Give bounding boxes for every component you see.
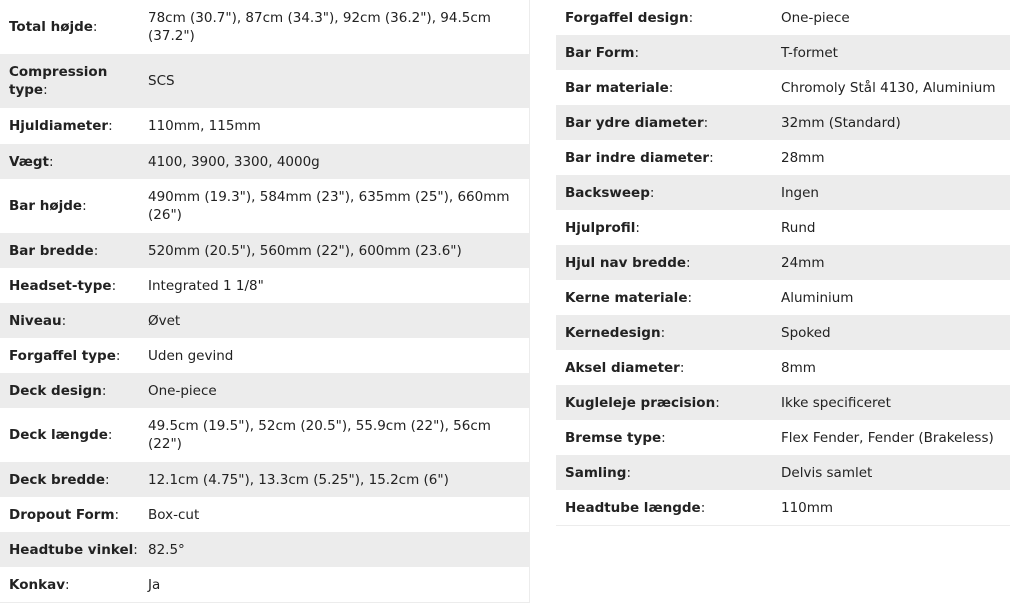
spec-label-separator: :: [626, 464, 631, 481]
spec-label-text: Hjulprofil: [565, 219, 636, 236]
spec-label-text: Forgaffel design: [565, 9, 689, 26]
spec-label: [0, 153, 148, 171]
spec-value: 28mm: [781, 149, 825, 166]
spec-value: 82.5°: [148, 541, 185, 558]
spec-label-separator: :: [61, 312, 67, 329]
spec-label: [556, 289, 781, 307]
spec-value: Ja: [148, 576, 161, 593]
spec-value: Integrated 1 1/8": [148, 277, 264, 294]
spec-value: Ingen: [781, 184, 819, 201]
spec-value: Chromoly Stål 4130, Aluminium: [781, 79, 996, 96]
spec-label: [556, 394, 781, 412]
spec-label-text: Total højde: [9, 19, 93, 35]
spec-label: [0, 197, 148, 215]
spec-value: 4100, 3900, 3300, 4000g: [148, 153, 320, 170]
spec-label: [556, 149, 781, 167]
spec-label: [0, 242, 148, 260]
spec-right-row: [556, 35, 1010, 70]
spec-label: [0, 382, 148, 400]
spec-right-row: [556, 140, 1010, 175]
spec-left-row: [0, 0, 529, 54]
spec-label-separator: :: [108, 118, 113, 134]
spec-value: 8mm: [781, 359, 816, 376]
spec-right-row: [556, 70, 1010, 105]
spec-label: [0, 347, 148, 365]
spec-label-text: Bar indre diameter: [565, 149, 710, 166]
spec-value: 110mm: [781, 499, 834, 516]
spec-label-text: Bar materiale: [565, 79, 669, 96]
spec-label-separator: :: [661, 429, 666, 446]
spec-right-row: [556, 280, 1010, 315]
spec-label: [556, 359, 781, 377]
spec-label-separator: :: [101, 382, 107, 399]
spec-right-row: [556, 0, 1010, 35]
spec-label-separator: :: [65, 576, 70, 593]
spec-right-row: [556, 385, 1010, 420]
spec-label-text: Bar ydre diameter: [565, 114, 704, 131]
spec-label-text: Headtube længde: [565, 499, 701, 516]
spec-value: SCS: [148, 73, 175, 89]
spec-label-text: Bar Form: [565, 44, 635, 61]
spec-label: [0, 277, 148, 295]
spec-label-text: Aksel diameter: [565, 359, 680, 376]
spec-label: [0, 506, 148, 524]
spec-right-row: [556, 175, 1010, 210]
spec-left-row: [0, 567, 529, 602]
spec-label: [0, 18, 148, 36]
spec-left-row: [0, 373, 529, 408]
spec-label: [0, 576, 148, 594]
spec-value: Flex Fender, Fender (Brakeless): [781, 429, 994, 446]
spec-label-separator: :: [105, 471, 110, 488]
spec-label-separator: :: [114, 506, 120, 523]
spec-label: [0, 426, 148, 444]
spec-label-text: Headtube vinkel: [9, 541, 134, 558]
spec-label-text: Kerne materiale: [565, 289, 688, 306]
spec-label-separator: :: [700, 499, 706, 516]
spec-label-separator: :: [649, 184, 655, 201]
spec-value: 78cm (30.7"), 87cm (34.3"), 92cm (36.2"), 94.5cm (37.2"): [148, 10, 491, 44]
spec-label: [556, 254, 781, 272]
spec-label-text: Deck længde: [9, 427, 108, 443]
spec-label: [556, 324, 781, 342]
spec-label: [556, 44, 781, 62]
spec-label: [556, 184, 781, 202]
spec-value: Spoked: [781, 324, 831, 341]
spec-value: Delvis samlet: [781, 464, 873, 481]
spec-right-row: [556, 490, 1010, 525]
spec-label-text: Kernedesign: [565, 324, 661, 341]
spec-left-row: [0, 233, 529, 268]
spec-value: Uden gevind: [148, 347, 234, 364]
spec-label: [0, 471, 148, 489]
spec-left-row: [0, 144, 529, 179]
spec-left-row: [0, 338, 529, 373]
spec-label: [0, 117, 148, 135]
spec-left-row: [0, 268, 529, 303]
spec-value: 520mm (20.5"), 560mm (22"), 600mm (23.6"): [148, 242, 462, 259]
spec-label-separator: :: [687, 289, 693, 306]
spec-value: 32mm (Standard): [781, 114, 901, 131]
spec-value: 49.5cm (19.5"), 52cm (20.5"), 55.9cm (22"), 56cm (22"): [148, 418, 491, 452]
spec-label: [556, 429, 781, 447]
spec-label-separator: :: [634, 44, 639, 61]
spec-value: One-piece: [781, 9, 850, 26]
spec-label-separator: :: [660, 324, 666, 341]
spec-label-separator: :: [111, 277, 117, 294]
spec-label-separator: :: [82, 198, 87, 214]
spec-label-text: Forgaffel type: [9, 347, 116, 364]
spec-label-separator: :: [635, 219, 640, 236]
spec-label-separator: :: [688, 9, 694, 26]
spec-label-separator: :: [686, 254, 691, 271]
spec-value: Ikke specificeret: [781, 394, 891, 411]
spec-label-separator: :: [133, 541, 138, 558]
spec-label-separator: :: [715, 394, 720, 411]
spec-label-text: Bremse type: [565, 429, 662, 446]
spec-right-row: [556, 245, 1010, 280]
spec-label: [0, 63, 148, 99]
spec-label-separator: :: [107, 427, 113, 443]
spec-label-separator: :: [43, 82, 48, 98]
spec-label: [556, 464, 781, 482]
spec-label-text: Deck bredde: [9, 471, 106, 488]
spec-label: [556, 9, 781, 27]
spec-right-row: [556, 210, 1010, 245]
spec-label-text: Konkav: [9, 576, 65, 593]
spec-label-separator: :: [93, 242, 99, 259]
spec-label-separator: :: [48, 153, 54, 170]
spec-value: Box-cut: [148, 506, 200, 523]
spec-label: [556, 114, 781, 132]
spec-value: 24mm: [781, 254, 825, 271]
spec-value: Rund: [781, 219, 816, 236]
spec-label-separator: :: [679, 359, 685, 376]
spec-value: 490mm (19.3"), 584mm (23"), 635mm (25"), 660mm (26"): [148, 189, 510, 223]
spec-label: [556, 219, 781, 237]
spec-label-text: Hjuldiameter: [9, 118, 109, 134]
spec-left-row: [0, 108, 529, 144]
spec-value: One-piece: [148, 382, 217, 399]
spec-label-separator: :: [92, 19, 98, 35]
spec-left-row: [0, 497, 529, 532]
spec-left-row: [0, 462, 529, 497]
spec-left-row: [0, 54, 529, 108]
spec-label-text: Headset-type: [9, 277, 112, 294]
spec-label-text: Kugleleje præcision: [565, 394, 716, 411]
spec-table-right: [556, 0, 1010, 526]
spec-label-text: Niveau: [9, 312, 62, 329]
spec-left-row: [0, 303, 529, 338]
spec-label-text: Hjul nav bredde: [565, 254, 687, 271]
spec-value: 110mm, 115mm: [148, 118, 261, 134]
spec-label-text: Bar bredde: [9, 242, 94, 259]
spec-label: [0, 541, 148, 559]
spec-left-row: [0, 408, 529, 462]
spec-right-row: [556, 420, 1010, 455]
spec-label-text: Samling: [565, 464, 627, 481]
spec-label-separator: :: [709, 149, 714, 166]
spec-value: T-formet: [781, 44, 838, 61]
spec-label: [0, 312, 148, 330]
spec-label-text: Deck design: [9, 382, 102, 399]
spec-label-separator: :: [115, 347, 121, 364]
spec-right-row: [556, 455, 1010, 490]
spec-value: Aluminium: [781, 289, 854, 306]
spec-label: [556, 499, 781, 517]
spec-label-separator: :: [703, 114, 709, 131]
spec-right-row: [556, 105, 1010, 140]
spec-label-text: Vægt: [9, 153, 49, 170]
spec-right-row: [556, 315, 1010, 350]
spec-label-text: Dropout Form: [9, 506, 115, 523]
spec-label-text: Compression type: [9, 64, 108, 98]
spec-left-row: [0, 179, 529, 233]
spec-label-text: Bar højde: [9, 198, 83, 214]
spec-label-separator: :: [668, 79, 674, 96]
spec-label: [556, 79, 781, 97]
spec-left-row: [0, 532, 529, 567]
spec-value: 12.1cm (4.75"), 13.3cm (5.25"), 15.2cm (6"): [148, 471, 449, 488]
spec-label-text: Backsweep: [565, 184, 650, 201]
spec-right-row: [556, 350, 1010, 385]
spec-value: Øvet: [148, 312, 181, 329]
